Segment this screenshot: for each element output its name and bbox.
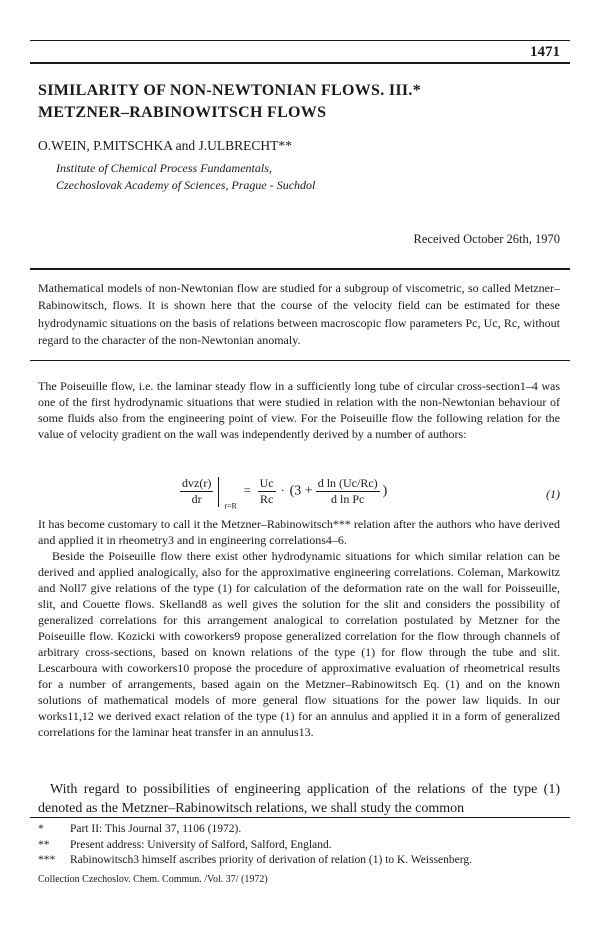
top-rule [30, 40, 570, 41]
body-paras [38, 516, 560, 740]
paragraph-4: With regard to possibilities of engineering application of the relations of the type (1) denoted as the Metzner–Rabinowitsch relations, we shall study the common [38, 782, 560, 816]
footnote-rule [30, 817, 570, 818]
authors: O.WEIN, P.MITSCHKA and J.ULBRECHT** [38, 138, 292, 153]
footnote-mark: ** [38, 838, 50, 851]
affiliation [56, 160, 315, 194]
paper-title [38, 80, 421, 124]
title-line-1: SIMILARITY OF NON-NEWTONIAN FLOWS. III.* [38, 82, 422, 99]
body-para-1 [38, 378, 560, 442]
eq-inner-den: d ln Pc [331, 492, 365, 506]
journal-footer: Collection Czechoslov. Chem. Commun. /Vol. 37/ (1972) [38, 874, 268, 885]
abstract: Mathematical models of non-Newtonian flow are studied for a subgroup of viscometric, so called Metzner–Rabinowitsch, flows. It is shown here that the course of the velocity field can be estimated for these hydrodynamic situations on the basis of relations between macroscopic flow parameters Pc, Uc, Rc, without regard to the character of the non-Newtonian anomaly. [38, 281, 560, 347]
eq-rhs-den: Rc [259, 492, 274, 506]
abstract-bottom-rule [30, 360, 570, 361]
footnote-mark: * [38, 823, 44, 835]
eq-bracket-close: ) [382, 483, 388, 499]
footnote-1 [38, 822, 560, 838]
header-rule [30, 62, 570, 64]
paragraph-3: Beside the Poiseuille flow there exist other hydrodynamic situations for which similar relation can be derived and applied analogically, also for the approximative engineering correlations. Coleman, Markowitz and Noll7 give relations of the type (1) for calculation of the deformation rate on the wall for Poisseuille, slit, and Couette flows. Skelland8 as well gives the solution for the slit and considers the possibility of generalized correlations for this arrangement analogical to correlation postulated by Metzner for the Poiseuille flow. Kozicki with coworkers9 propose generalized correlation for the flow through channels of arbitrary cross-sections, based on known relations of the type (1) for flow through the tube and slit. Lescarboura with coworkers10 propose the procedure of approximative evaluation of rheometrical results for a number of arrangements, based again on the Metzner–Rabinowitsch Eq. (1) and on the known solutions of mathematical models of more general flow situations for the power law liquids. In our works11,12 we derived exact relation of the type (1) for an annulus and applied it in a form of generalized correlations for the laminar heat transfer in an annulus13. [38, 549, 560, 739]
title-line-2: METZNER–RABINOWITSCH FLOWS [38, 104, 327, 121]
eq-lhs-num: dvz(r) [182, 476, 212, 490]
eq-lhs-fraction [180, 476, 213, 507]
footnote-mark: *** [38, 854, 56, 866]
footnote-text: Rabinowitsch3 himself ascribes priority of derivation of relation (1) to K. Weissenberg. [70, 854, 473, 866]
paragraph-2: It has become customary to call it the Metzner–Rabinowitsch*** relation after the authors who have derived and applied it in rheometry3 and in engineering correlations4–6. [38, 517, 560, 547]
footnote-text: Present address: University of Salford, Salford, England. [70, 838, 332, 851]
paragraph-1: The Poiseuille flow, i.e. the laminar steady flow in a sufficiently long tube of circular cross-section1–4 was one of the first hydrodynamic situations that were studied in relation with the non-Newtonian behaviour of some fluids also from the engineering point of view. For the Poiseuille flow the following relation for the value of velocity gradient on the wall was independently derived by a number of authors: [38, 379, 560, 441]
eq-rhs-fraction [258, 476, 276, 507]
eq-inner-num: d ln (Uc/Rc) [317, 476, 378, 490]
page-number: 1471 [530, 44, 560, 60]
equation-1 [180, 476, 560, 510]
affiliation-line-2: Czechoslovak Academy of Sciences, Prague - Suchdol [56, 178, 316, 192]
body-para-4 [38, 780, 560, 818]
eq-inner-fraction [316, 476, 380, 507]
eq-eval-at: r=R [224, 501, 237, 511]
affiliation-line-1: Institute of Chemical Process Fundamentals, [56, 161, 272, 175]
received-date: Received October 26th, 1970 [413, 232, 560, 246]
eq-sign: = [243, 483, 251, 498]
equation-number: (1) [546, 487, 560, 501]
footnote-3 [38, 853, 560, 869]
eq-dot: · [280, 483, 285, 498]
eq-bracket-open: (3 + [289, 483, 313, 499]
footnotes [38, 822, 560, 869]
eq-rhs-num: Uc [259, 476, 274, 490]
footnote-text: Part II: This Journal 37, 1106 (1972). [70, 823, 242, 835]
footnote-2 [38, 838, 560, 854]
abstract-top-rule [30, 268, 570, 270]
eq-lhs-den: dr [191, 492, 202, 506]
eq-eval-bar [218, 477, 219, 507]
